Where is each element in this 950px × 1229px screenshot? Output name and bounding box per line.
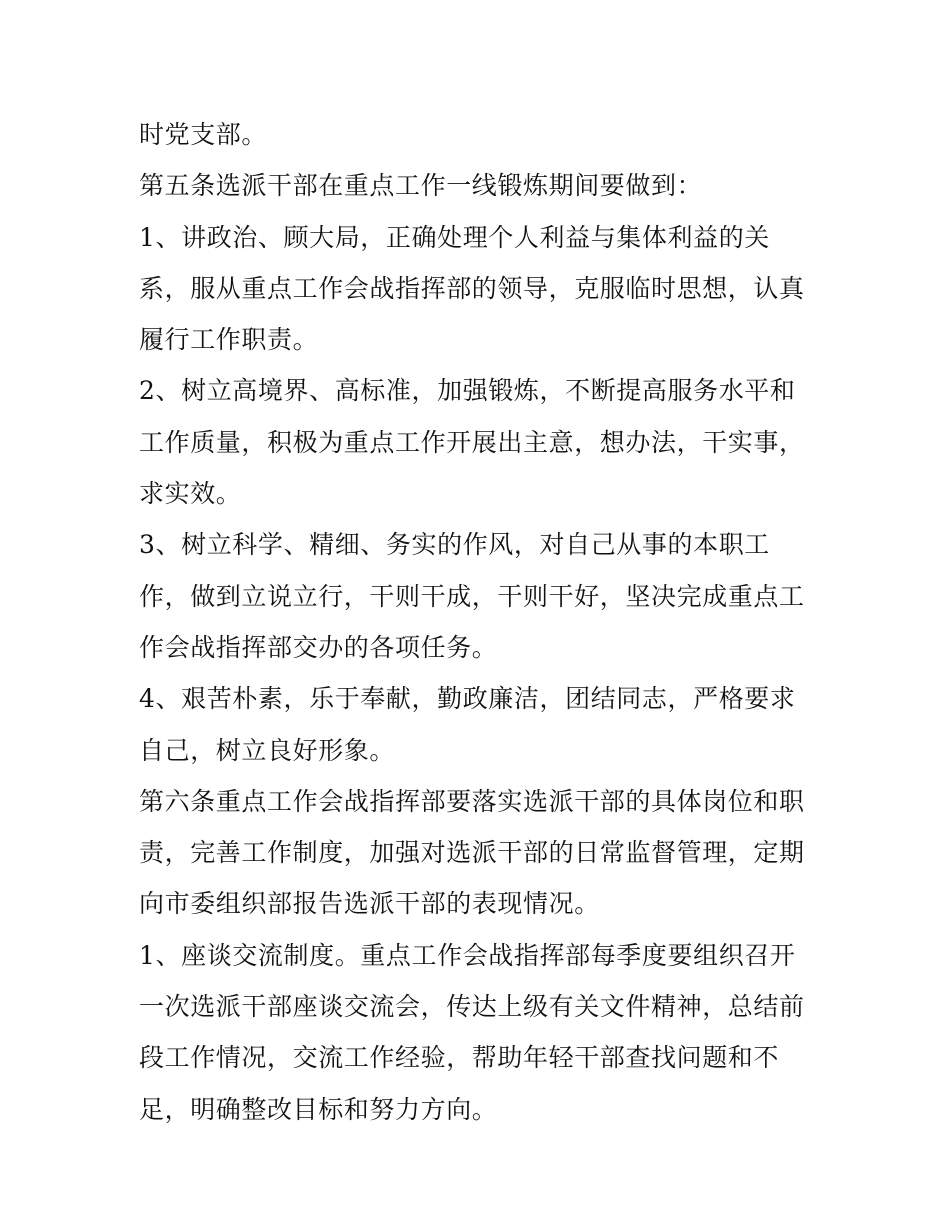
paragraph-5: 3、树立科学、精细、务实的作风，对自己从事的本职工作，做到立说立行，干则干成，干则干好，坚决完成重点工作会战指挥部交办的各项任务。 (139, 530, 805, 662)
paragraph-3: 1、讲政治、顾大局，正确处理个人利益与集体利益的关系，服从重点工作会战指挥部的领导，克服临时思想，认真履行工作职责。 (139, 222, 805, 355)
paragraph-4: 2、树立高境界、高标准，加强锻炼，不断提高服务水平和工作质量，积极为重点工作开展出主意，想办法，干实事，求实效。 (139, 376, 805, 509)
document-body (139, 109, 819, 1135)
paragraph-1: 时党支部。 (139, 120, 268, 149)
paragraph-7: 第六条重点工作会战指挥部要落实选派干部的具体岗位和职责，完善工作制度，加强对选派干部的日常监督管理，定期向市委组织部报告选派干部的表现情况。 (139, 786, 805, 919)
paragraph-6: 4、艰苦朴素，乐于奉献，勤政廉洁，团结同志，严格要求自己，树立良好形象。 (139, 684, 796, 765)
paragraph-8: 1、座谈交流制度。重点工作会战指挥部每季度要组织召开一次选派干部座谈交流会，传达上级有关文件精神，总结前段工作情况，交流工作经验，帮助年轻干部查找问题和不足，明确整改目标和努力方向。 (139, 940, 805, 1124)
paragraph-2: 第五条选派干部在重点工作一线锻炼期间要做到： (139, 171, 703, 201)
